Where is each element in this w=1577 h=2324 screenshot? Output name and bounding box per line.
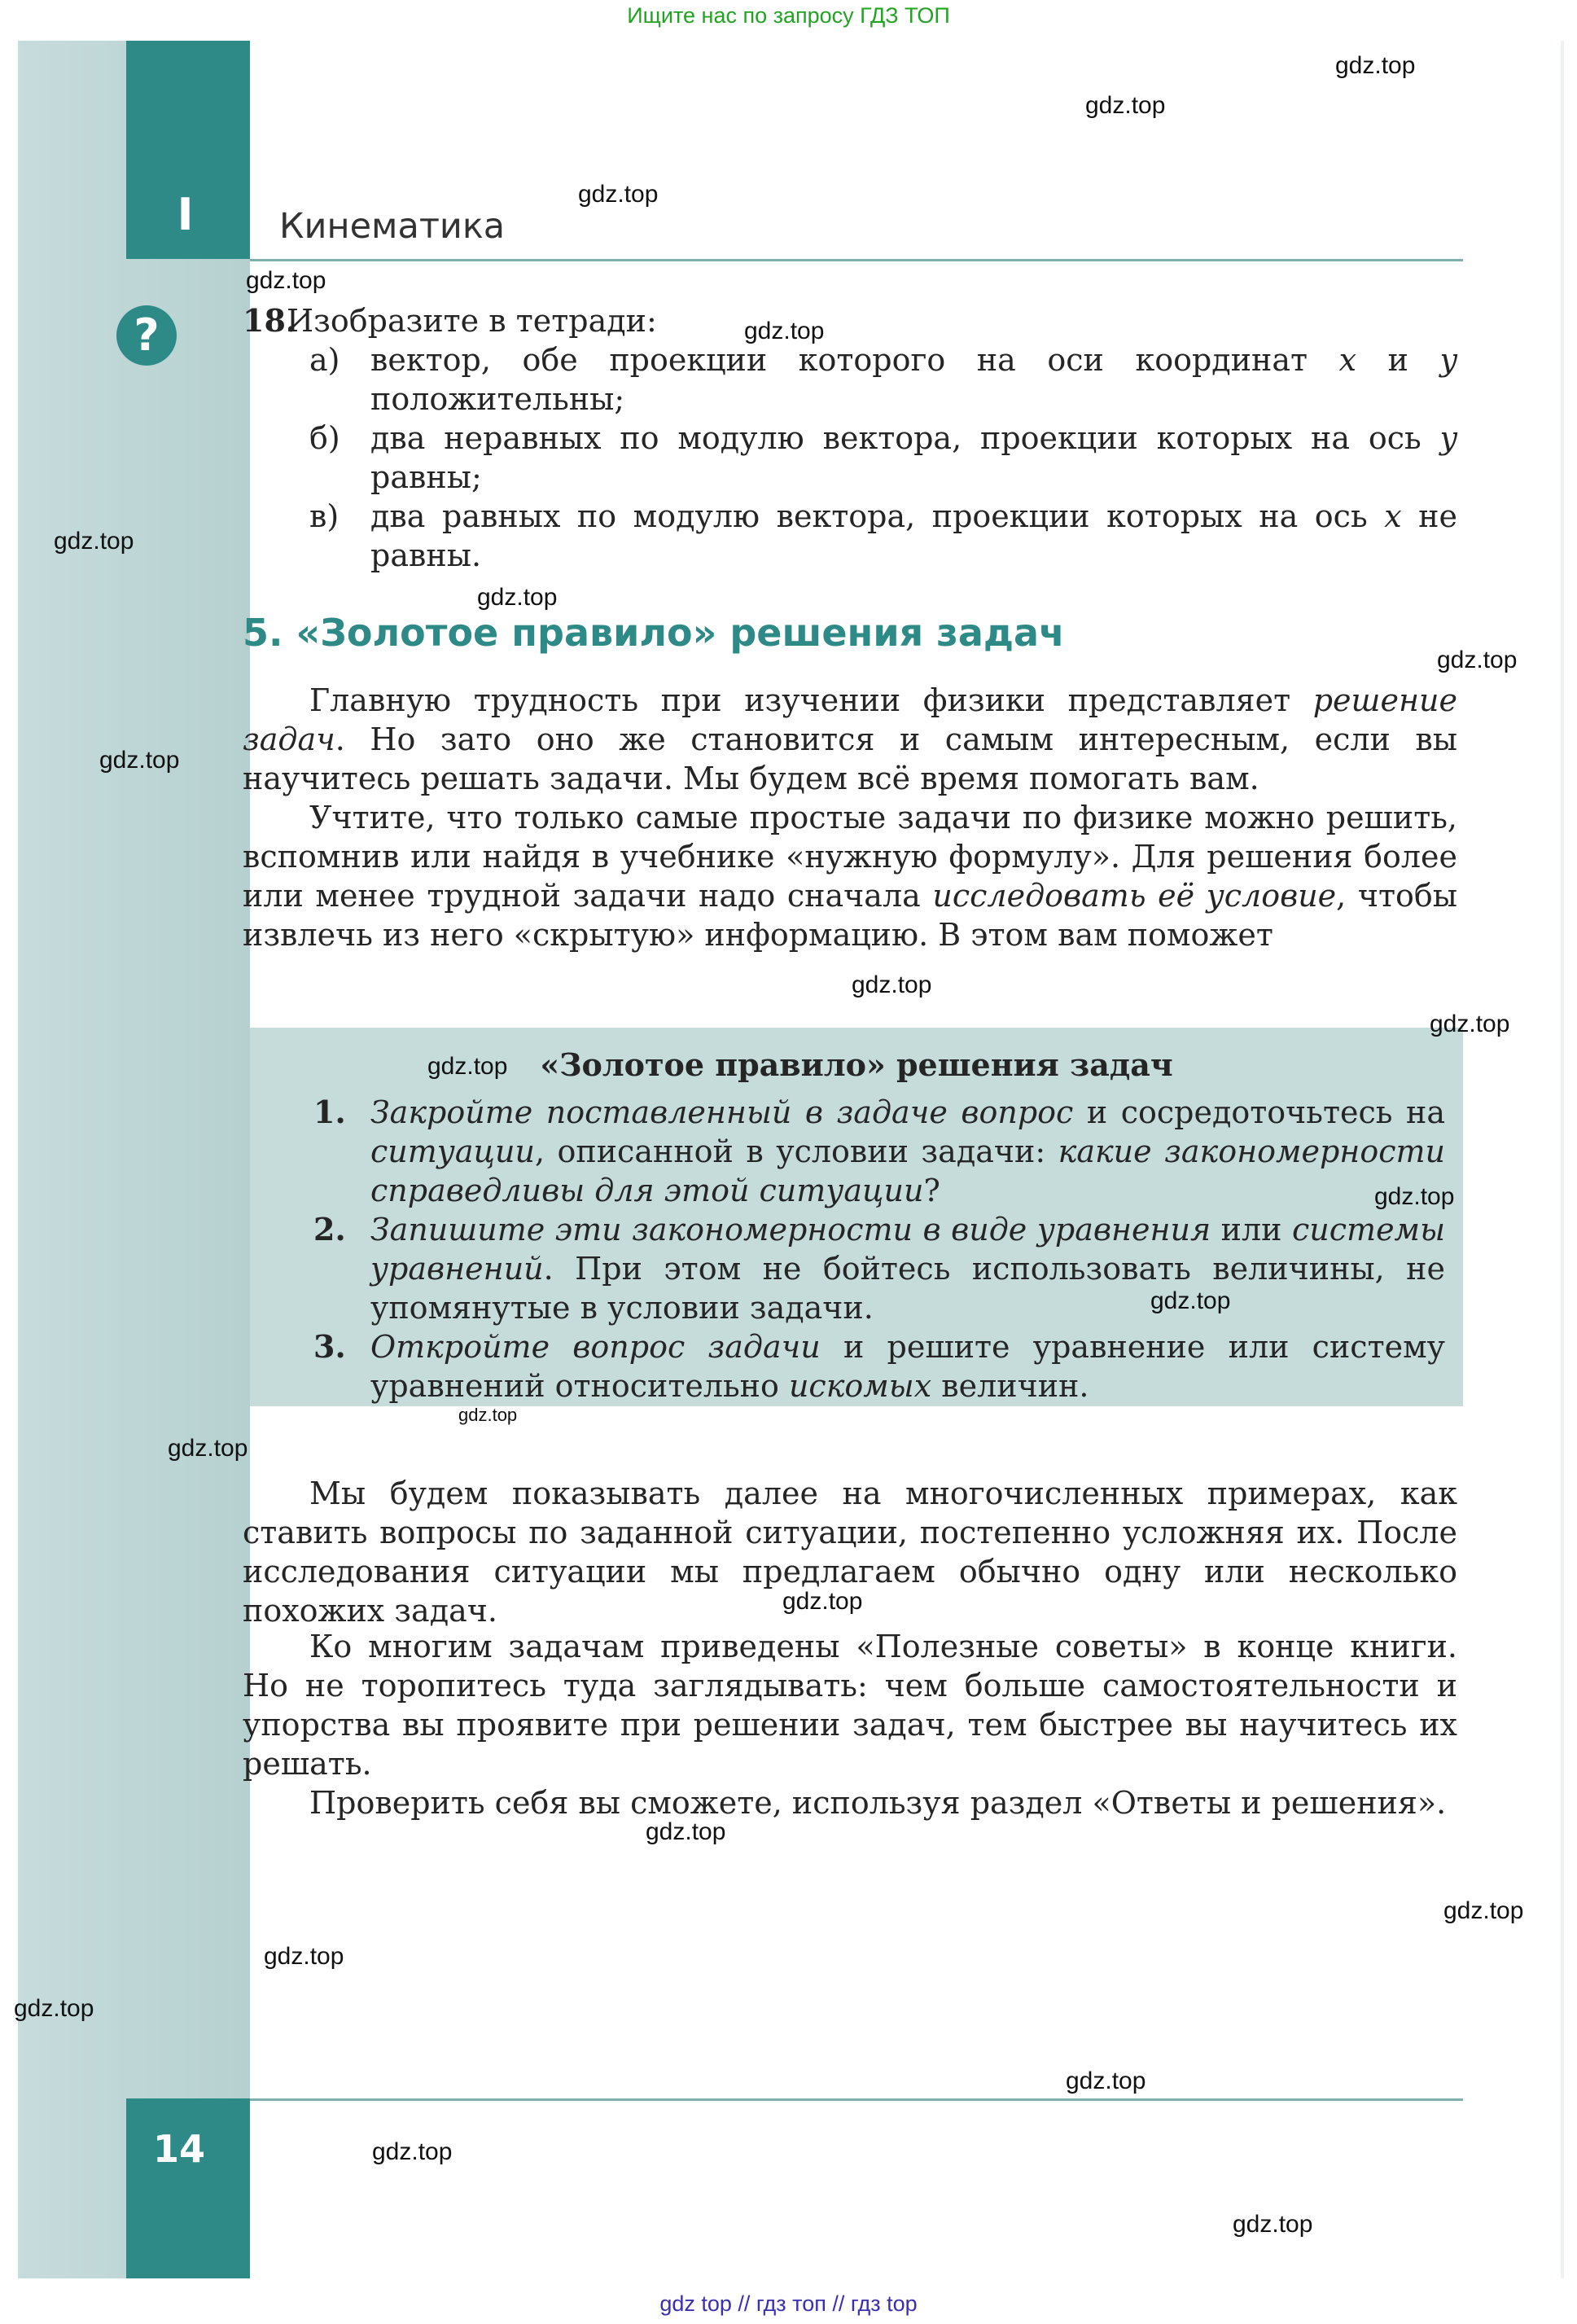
rule-item [313,1327,1445,1405]
task-option [309,497,1457,575]
header-divider [250,259,1463,261]
task-option [309,340,1457,419]
watermark: gdz.top [246,267,326,294]
question-mark-icon: ? [116,305,177,366]
option-label: в) [309,498,339,534]
task-option [309,419,1457,497]
section-title: 5. «Золотое правило» решения задач [243,611,1065,655]
watermark: gdz.top [264,1943,344,1970]
watermark: gdz.top [14,1995,94,2022]
task-intro: Изобразите в тетради: [287,303,657,339]
paragraph: Проверить себя вы сможете, используя раздел «Ответы и решения». [309,1785,1447,1821]
watermark: gdz.top [1085,92,1166,119]
watermark: gdz.top [477,584,558,611]
watermark: gdz.top [427,1053,508,1080]
rule-text: Откройте вопрос задачи и решите уравнение или систему уравнений относительно искомых величин. [370,1329,1445,1404]
watermark: gdz.top [646,1818,726,1845]
paragraph: Ко многим задачам приведены «Полезные советы» в конце книги. Но не торопитесь туда заглядывать: чем больше самостоятельности и упорства вы проявите при решении задач, тем быстрее вы научитесь их решать. [243,1629,1457,1782]
golden-rule-title: «Золотое правило» решения задач [540,1046,1173,1083]
watermark: gdz.top [1335,52,1416,79]
watermark: gdz.top [1437,647,1518,673]
watermark: gdz.top [168,1435,248,1462]
watermark: gdz.top [782,1588,863,1615]
option-text: вектор, обе проекции которого на оси координат x и y положительны; [370,342,1457,417]
rule-item [313,1093,1445,1210]
watermark: gdz.top [1374,1183,1455,1210]
watermark: gdz.top [578,181,659,208]
watermark: gdz.top [1430,1011,1510,1037]
watermark: gdz.top [1066,2067,1146,2094]
paragraph: Главную трудность при изучении физики представляет решение задач. Но зато оно же становится и самым интересным, если вы научитесь решать задачи. Мы будем всё время помогать вам. [243,682,1457,796]
rule-number: 1. [313,1094,346,1130]
watermark: gdz.top [744,318,825,344]
watermark: gdz.top [1150,1287,1231,1314]
watermark: gdz.top [1233,2211,1313,2238]
option-text: два равных по модулю вектора, проекции которых на ось x не равны. [370,498,1457,573]
watermark: gdz.top [1443,1897,1524,1924]
rule-text: Запишите эти закономерности в виде уравнения или системы уравнений. При этом не бойтесь использовать величины, не упомянутые в условии задачи. [370,1212,1446,1326]
footer-divider [250,2098,1463,2101]
paragraph: Мы будем показывать далее на многочисленных примерах, как ставить вопросы по заданной ситуации, постепенно усложняя их. После исследования ситуации мы предлагаем обычно одну или несколько похожих задач. [243,1476,1457,1629]
page-margin [18,41,250,2278]
rule-number: 3. [313,1328,346,1365]
watermark: gdz.top [99,747,180,774]
watermark: gdz.top [54,528,134,555]
bottom-banner[interactable]: gdz top // гдз топ // гдз top [659,2291,918,2316]
top-banner[interactable]: Ищите нас по запросу ГДЗ ТОП [627,3,950,28]
page-number: 14 [152,2127,205,2171]
paragraph: Учтите, что только самые простые задачи по физике можно решить, вспомнив или найдя в учебнике «нужную формулу». Для решения более или менее трудной задачи надо сначала исследовать её условие, чтобы извлечь из него «скрытую» информацию. В этом вам поможет [243,800,1457,953]
task-number: 18. [243,302,297,339]
rule-item [313,1210,1445,1327]
option-label: б) [309,420,340,456]
chapter-number: I [177,189,194,240]
chapter-title: Кинематика [279,206,506,247]
rule-text: Закройте поставленный в задаче вопрос и сосредоточьтесь на ситуации, описанной в условии задачи: какие закономерности справедливы для этой ситуации? [370,1094,1445,1208]
watermark: gdz.top [852,971,932,998]
watermark: gdz.top [458,1405,518,1425]
page-number-tab [126,2098,250,2278]
rule-number: 2. [313,1211,346,1248]
watermark: gdz.top [372,2138,453,2165]
option-text: два неравных по модулю вектора, проекции которых на ось y равны; [370,420,1457,495]
option-label: а) [309,342,340,378]
